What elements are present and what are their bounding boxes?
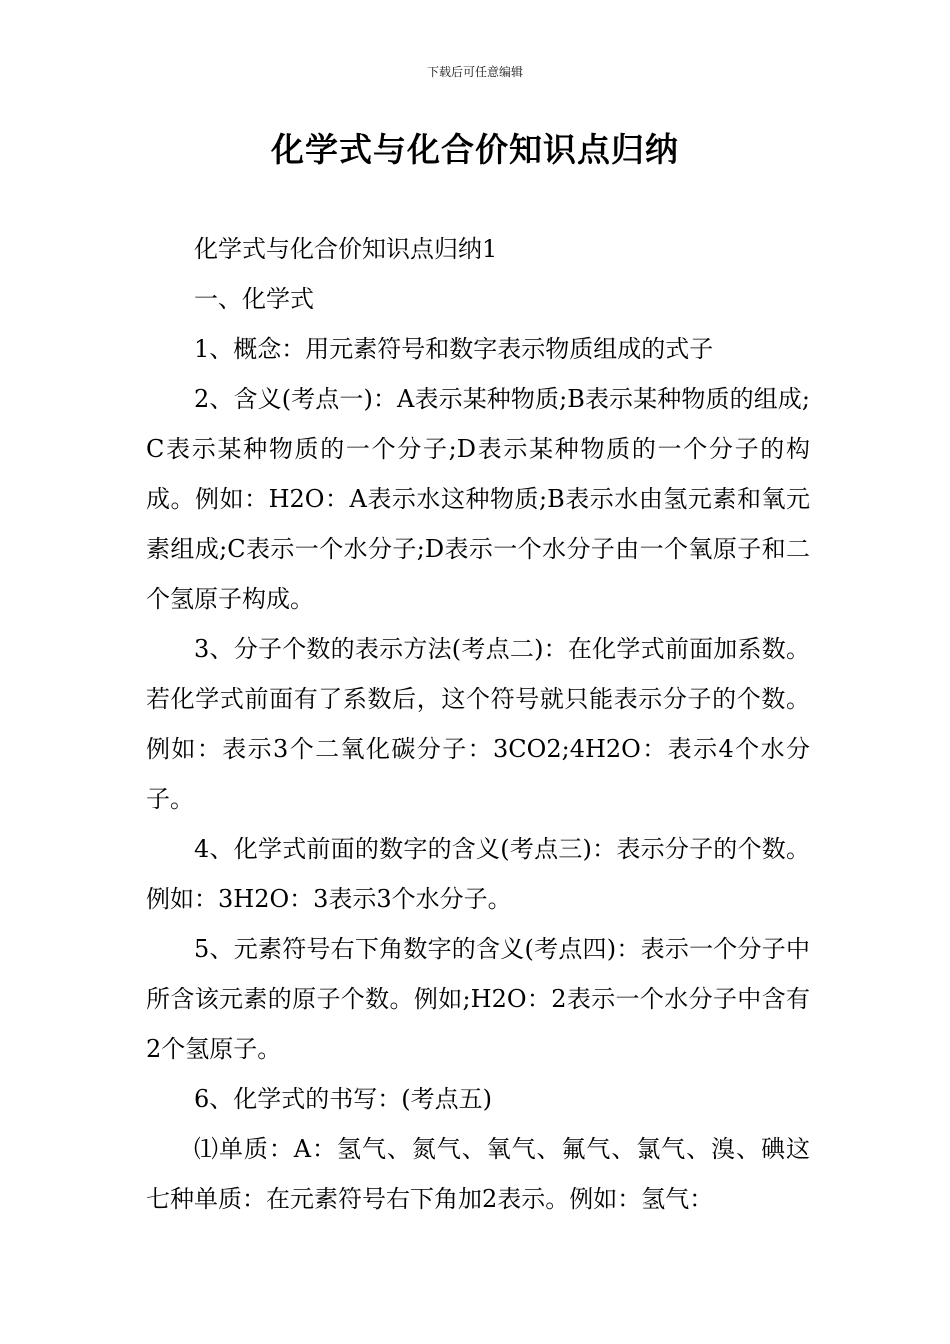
paragraph-leading-number: 4、化学式前面的数字的含义(考点三)：表示分子的个数。例如：3H2O：3表示3个水分子。	[146, 835, 810, 913]
paragraph-molecule-count: 3、分子个数的表示方法(考点二)：在化学式前面加系数。若化学式前面有了系数后，这个符号就只能表示分子的个数。例如：表示3个二氧化碳分子：3CO2;4H2O：表示4个水分子。	[146, 635, 810, 813]
paragraph-concept: 1、概念：用元素符号和数字表示物质组成的式子	[194, 335, 714, 363]
document-body	[146, 224, 810, 1224]
paragraph-subtitle: 化学式与化合价知识点归纳1	[194, 235, 498, 263]
document-title: 化学式与化合价知识点归纳	[271, 130, 679, 169]
paragraph-meaning: 2、含义(考点一)：A表示某种物质;B表示某种物质的组成;C表示某种物质的一个分子;D表示某种物质的一个分子的构成。例如：H2O：A表示水这种物质;B表示水由氢元素和氧元素组成;C表示一个水分子;D表示一个水分子由一个氧原子和二个氢原子构成。	[146, 385, 810, 613]
paragraph-simple-substance: ⑴单质：A：氢气、氮气、氧气、氟气、氯气、溴、碘这七种单质：在元素符号右下角加2表示。例如：氢气：	[146, 1135, 810, 1213]
paragraph-section-heading: 一、化学式	[194, 285, 314, 313]
paragraph-formula-writing: 6、化学式的书写：(考点五)	[194, 1085, 492, 1113]
paragraph-subscript-number: 5、元素符号右下角数字的含义(考点四)：表示一个分子中所含该元素的原子个数。例如;H2O：2表示一个水分子中含有2个氢原子。	[146, 935, 810, 1063]
header-note: 下载后可任意编辑	[426, 65, 523, 79]
